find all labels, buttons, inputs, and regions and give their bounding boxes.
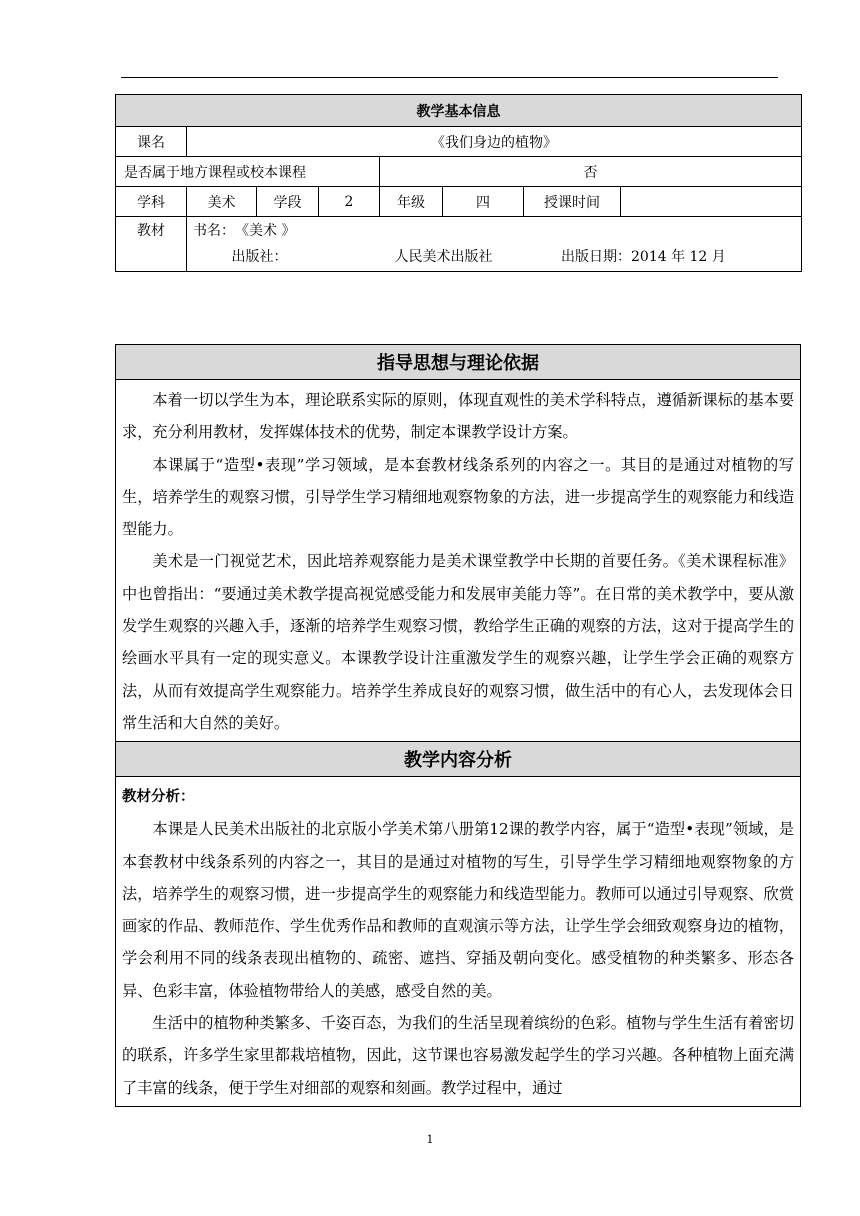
guiding-paragraph: 本着一切以学生为本，理论联系实际的原则，体现直观性的美术学科特点，遵循新课标的基本要求，充分利用教材，发挥媒体技术的优势，制定本课教学设计方案。	[122, 391, 794, 442]
textbook-label-text: 教材	[137, 223, 165, 239]
guiding-paragraph: 美术是一门视觉艺术，因此培养观察能力是美术课堂教学中长期的首要任务。《美术课程标准》中也曾指出：“要通过美术教学提高视觉感受能力和发展审美能力等”。在日常的美术教学中，要从激发学生观察的兴趣入手，逐渐的培养学生观察习惯，教给学生正确的观察的方法，这对于提高学生的绘画水平具有一定的现实意义。本课教学设计注重激发学生的观察兴趣，让学生学会正确的观察方法，从而有效提高学生观察能力。培养学生养成良好的观察习惯，做生活中的有心人，去发现体会日常生活和大自然的美好。	[122, 552, 794, 732]
publisher-label: 出版社：	[231, 249, 288, 265]
teaching-time-value	[621, 187, 802, 217]
publisher-value: 人民美术出版社	[394, 249, 493, 265]
book-name-label: 书名：	[193, 223, 235, 239]
course-label: 课名	[116, 127, 187, 157]
textbook-label	[116, 217, 187, 272]
guiding-paragraph: 本课属于“造型•表现”学习领域，是本套教材线条系列的内容之一。其目的是通过对植物的写生，培养学生的观察习惯，引导学生学习精细地观察物象的方法，进一步提高学生的观察能力和线造型能力。	[122, 455, 794, 539]
subject-label: 学科	[116, 187, 187, 217]
publish-date-value: 2014 年 12 月	[631, 249, 726, 265]
publish-date-label: 出版日期：	[561, 249, 631, 265]
content-analysis-title: 教学内容分析	[116, 742, 801, 777]
stage-label: 学段	[257, 187, 319, 217]
book-name-line	[193, 217, 801, 243]
page-number: 1	[426, 1133, 434, 1146]
publisher-line	[193, 243, 801, 269]
basic-info-title: 教学基本信息	[116, 95, 802, 127]
course-value: 《我们身边的植物》	[187, 127, 802, 157]
analysis-table	[115, 344, 801, 1107]
teaching-time-label: 授课时间	[524, 187, 621, 217]
book-name-value: 《美术 》	[235, 223, 296, 239]
content-analysis-body	[116, 777, 801, 1107]
guiding-body	[116, 380, 801, 742]
grade-label: 年级	[380, 187, 443, 217]
local-course-value: 否	[380, 157, 802, 187]
guiding-title: 指导思想与理论依据	[116, 345, 801, 380]
grade-value: 四	[443, 187, 524, 217]
stage-value: 2	[319, 187, 380, 217]
textbook-info	[187, 217, 802, 272]
header-rule	[121, 77, 778, 78]
subject-value: 美术	[187, 187, 257, 217]
textbook-analysis-heading: 教材分析：	[122, 789, 195, 806]
content-paragraph: 本课是人民美术出版社的北京版小学美术第八册第12课的教学内容，属于“造型•表现”领域，是本套教材中线条系列的内容之一，其目的是通过对植物的写生，引导学生学习精细地观察物象的方法，培养学生的观察习惯，进一步提高学生的观察能力和线造型能力。教师可以通过引导观察、欣赏画家的作品、教师范作、学生优秀作品和教师的直观演示等方法，让学生学会细致观察身边的植物，学会利用不同的线条表现出植物的、疏密、遮挡、穿插及朝向变化。感受植物的种类繁多、形态各异、色彩丰富，体验植物带给人的美感，感受自然的美。	[122, 820, 794, 1000]
basic-info-table	[115, 94, 802, 272]
local-course-label: 是否属于地方课程或校本课程	[116, 157, 380, 187]
content-paragraph: 生活中的植物种类繁多、千姿百态，为我们的生活呈现着缤纷的色彩。植物与学生生活有着密切的联系，许多学生家里都栽培植物，因此，这节课也容易激发起学生的学习兴趣。各种植物上面充满了丰富的线条，便于学生对细部的观察和刻画。教学过程中，通过	[122, 1014, 794, 1097]
